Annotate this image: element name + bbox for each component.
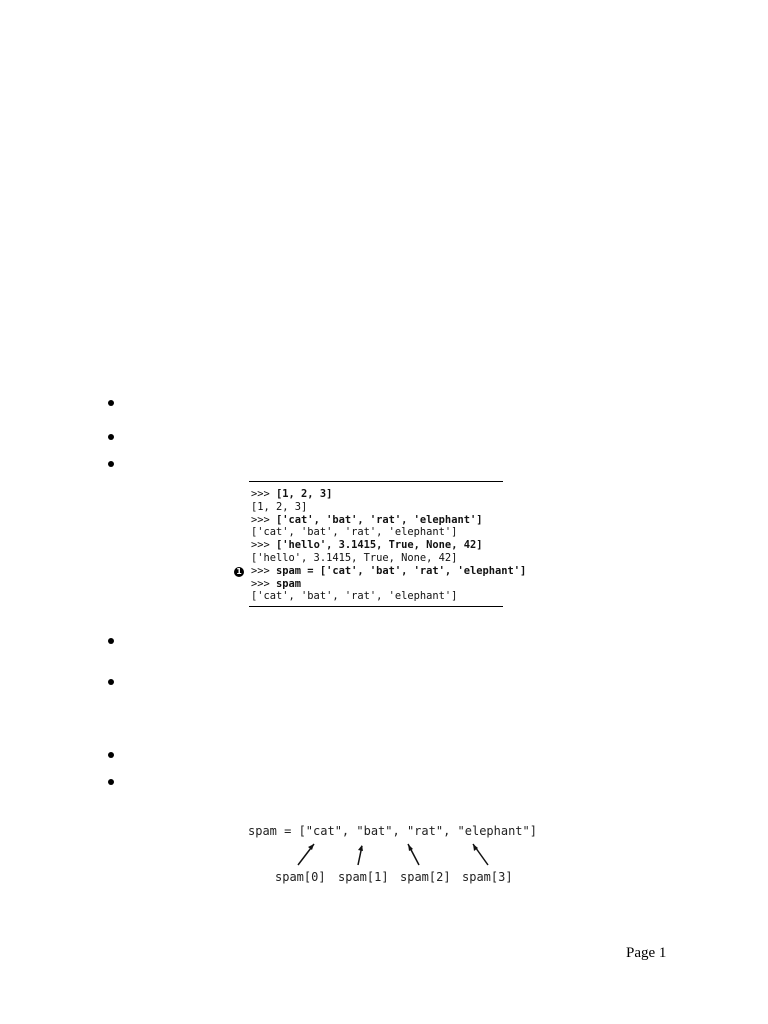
- code-text: ['cat', 'bat', 'rat', 'elephant']: [251, 590, 458, 603]
- list-statement: spam = ["cat", "bat", "rat", "elephant"]: [248, 824, 537, 838]
- bullet-1: [108, 400, 114, 406]
- bullet-3: [108, 461, 114, 467]
- bullet-7: [108, 779, 114, 785]
- list-index-figure: [248, 822, 537, 888]
- code-prompt: >>>: [251, 577, 277, 590]
- code-prompt: >>>: [251, 564, 277, 577]
- bullet-5: [108, 679, 114, 685]
- code-line: [251, 565, 526, 578]
- code-text: spam = ['cat', 'bat', 'rat', 'elephant']: [276, 564, 527, 577]
- arrow-0-head: [308, 844, 314, 850]
- code-text: ['hello', 3.1415, True, None, 42]: [251, 551, 458, 564]
- index-label-2: spam[2]: [400, 870, 451, 884]
- code-text: [1, 2, 3]: [276, 488, 333, 500]
- bullet-4: [108, 638, 114, 644]
- code-text: ['cat', 'bat', 'rat', 'elephant']: [276, 513, 483, 526]
- code-line: [251, 488, 526, 501]
- arrow-1-head: [358, 845, 363, 851]
- index-label-3: spam[3]: [462, 870, 513, 884]
- code-line: [251, 539, 526, 552]
- code-line: [251, 590, 526, 603]
- index-label-0: spam[0]: [275, 870, 326, 884]
- code-lines: [251, 488, 526, 603]
- code-example: [249, 481, 527, 607]
- code-line: [251, 514, 526, 527]
- code-text: ['cat', 'bat', 'rat', 'elephant']: [251, 526, 458, 539]
- code-line: [251, 578, 526, 591]
- arrow-2-head: [408, 844, 413, 851]
- code-text: ['hello', 3.1415, True, None, 42]: [276, 539, 483, 552]
- code-text: [1, 2, 3]: [251, 500, 308, 513]
- index-label-1: spam[1]: [338, 870, 389, 884]
- code-text: spam: [276, 577, 302, 590]
- bullet-2: [108, 434, 114, 440]
- callout-marker: 1: [234, 567, 244, 577]
- code-line: [251, 552, 526, 565]
- code-prompt: >>>: [251, 513, 277, 526]
- code-prompt: >>>: [251, 539, 277, 552]
- page-number: Page 1: [626, 945, 667, 961]
- code-line: [251, 526, 526, 539]
- code-prompt: >>>: [251, 488, 277, 500]
- code-line: [251, 501, 526, 514]
- bullet-6: [108, 752, 114, 758]
